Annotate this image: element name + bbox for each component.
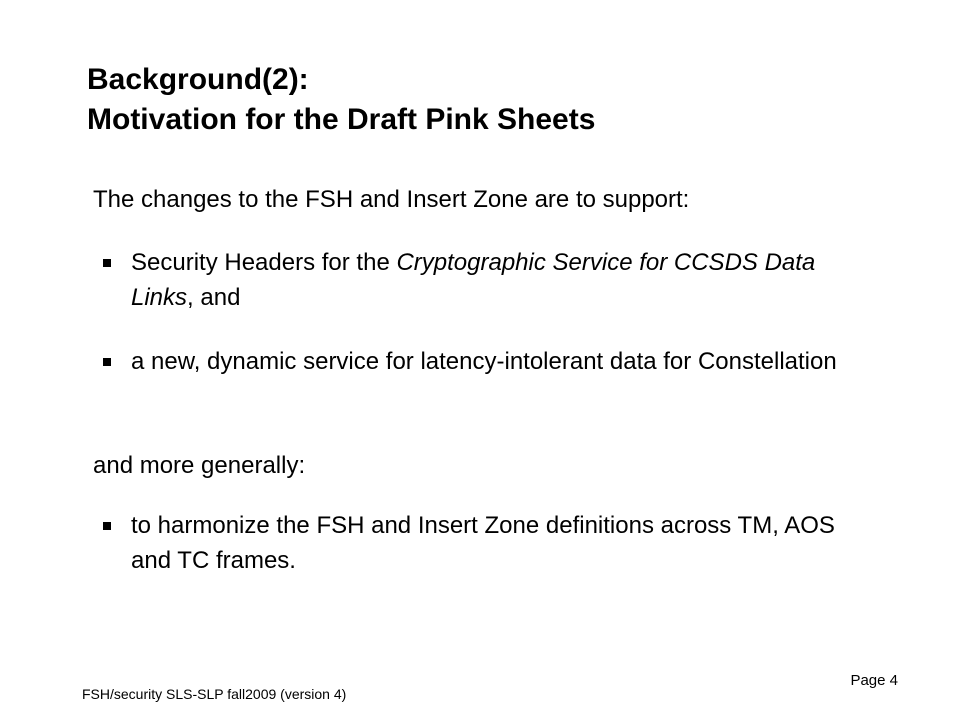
slide-title-line-2: Motivation for the Draft Pink Sheets [87, 103, 596, 136]
bullet-text-before: Security Headers for the [131, 249, 397, 276]
bullet-text-emphasis: Cryptographic Service for CCSDS Data Links [131, 249, 816, 311]
bullet-item-security-headers [103, 245, 863, 315]
square-bullet-icon [103, 259, 111, 267]
bullet-item-latency-service [103, 344, 863, 379]
bullet-text: to harmonize the FSH and Insert Zone definitions across TM, AOS and TC frames. [131, 512, 835, 574]
bullet-text [131, 245, 863, 315]
bullet-text-after: , and [187, 284, 241, 311]
square-bullet-icon [103, 522, 111, 530]
bullet-text: a new, dynamic service for latency-intolerant data for Constellation [131, 348, 837, 375]
slide-title-line-1: Background(2): [87, 63, 309, 96]
footer-document-label: FSH/security SLS-SLP fall2009 (version 4) [82, 686, 347, 702]
slide-title [87, 60, 907, 140]
general-intro-text: and more generally: [93, 452, 306, 479]
square-bullet-icon [103, 358, 111, 366]
page-number: Page 4 [850, 672, 898, 689]
intro-text: The changes to the FSH and Insert Zone are to support: [93, 186, 690, 213]
bullet-item-harmonize [103, 508, 863, 578]
